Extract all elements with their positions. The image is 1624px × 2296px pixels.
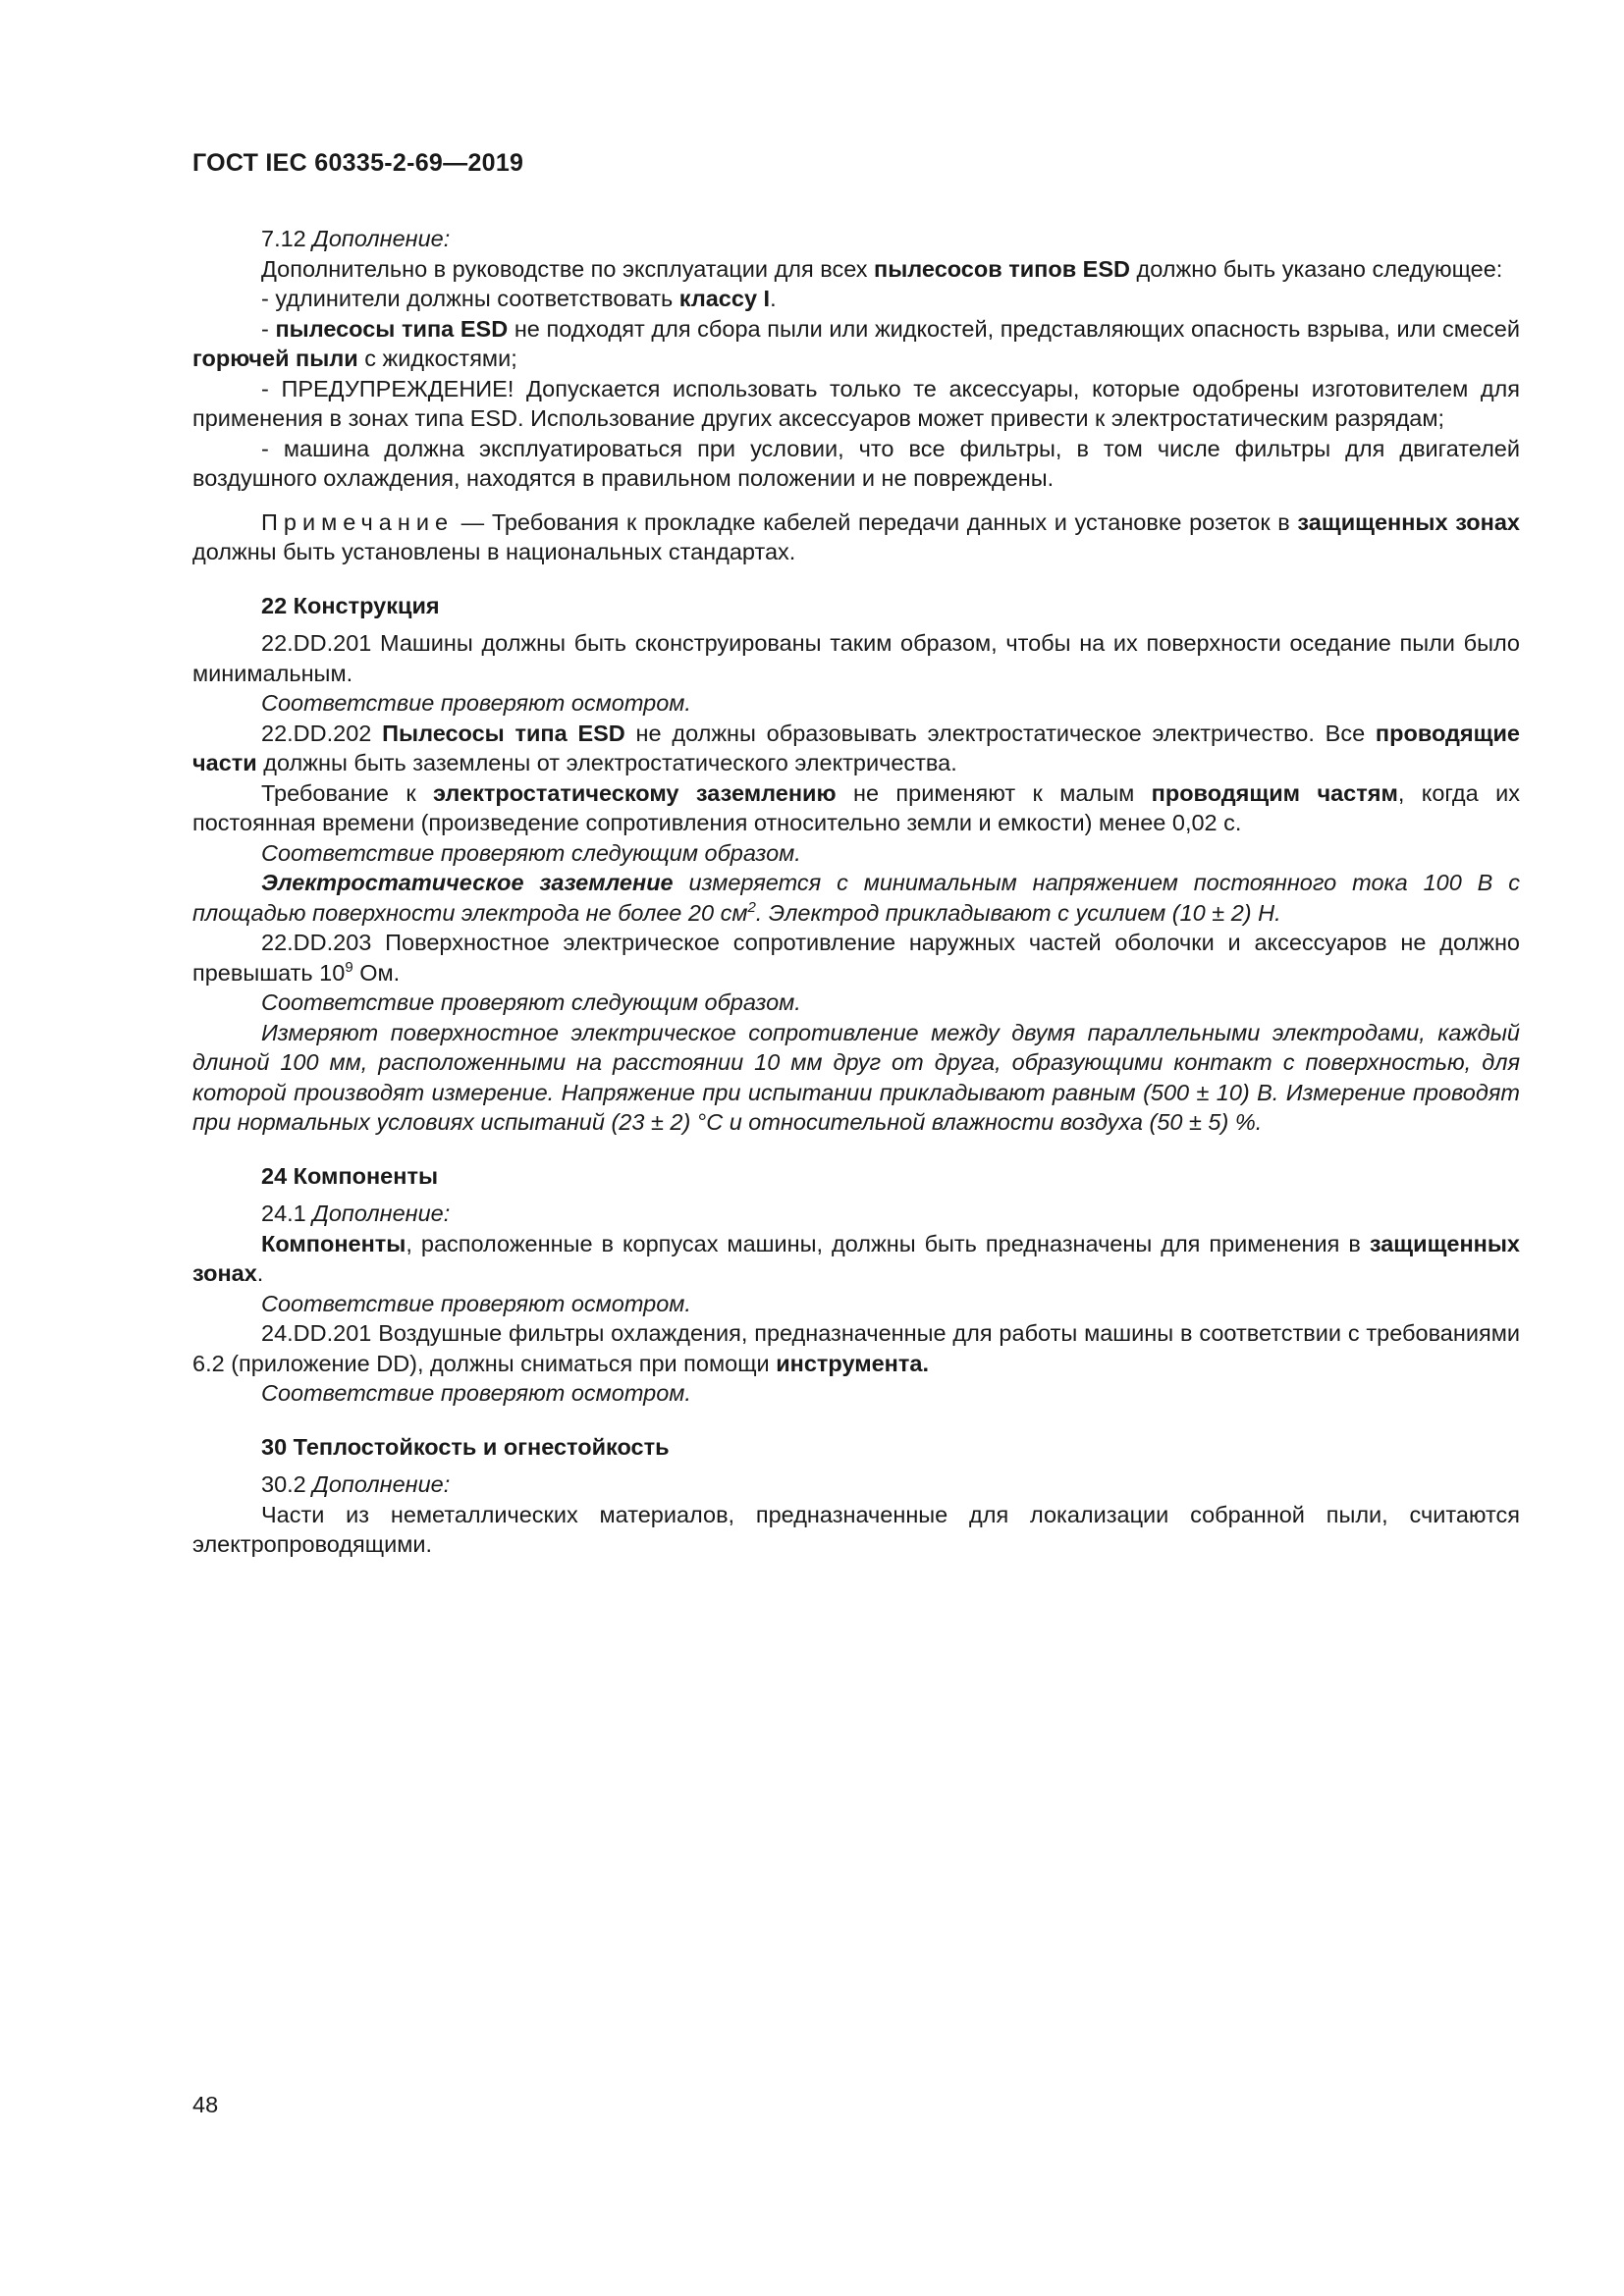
page-number: 48 — [192, 2092, 219, 2117]
paragraph-grounding-requirement: Требование к электростатическому заземлению не применяют к малым проводящим частям, когда их постоянная времени (произведение сопротивления относительно земли и емкости) менее 0,02 с. — [192, 779, 1520, 835]
list-item-esd-unsuitable: - пылесосы типа ESD не подходят для сбора пыли или жидкостей, представляющих опасность взрыва, или смесей горючей пыли с жидкостями; — [192, 315, 1520, 371]
list-item-extension-cords: - удлинители должны соответствовать классу I. — [261, 286, 777, 311]
compliance-following-2: Соответствие проверяют следующим образом. — [261, 989, 801, 1015]
clause-24-1: 24.1 Дополнение: — [261, 1201, 451, 1226]
document-body — [192, 224, 1520, 1560]
document-header: ГОСТ IEC 60335-2-69—2019 — [192, 149, 524, 177]
clause-22-dd-202: 22.DD.202 Пылесосы типа ESD не должны образовывать электростатическое электричество. Все проводящие части должны быть заземлены от электростатического электричества. — [192, 720, 1520, 775]
clause-30-2: 30.2 Дополнение: — [261, 1471, 451, 1497]
paragraph-electrostatic-grounding: Электростатическое заземление измеряется с минимальным напряжением постоянного тока 100 В с площадью поверхности электрода не более 20 $см^2$. Электрод прикладывают с усилием (10 ± 2) Н. — [192, 870, 1520, 926]
list-item-warning: - ПРЕДУПРЕЖДЕНИЕ! Допускается использовать только те аксессуары, которые одобрены изготовителем для применения в зонах типа ESD. Использование других аксессуаров может привести к электростатическим разрядам; — [192, 375, 1520, 431]
clause-7-12: 7.12 Дополнение: — [261, 226, 451, 251]
clause-22-dd-201: 22.DD.201 Машины должны быть сконструированы таким образом, чтобы на их поверхности оседание пыли было минимальным. — [192, 630, 1520, 686]
note-label: Примечание — [261, 508, 455, 535]
section-22-title: 22 Конструкция — [261, 592, 440, 618]
paragraph-nonmetallic-parts: Части из неметаллических материалов, предназначенные для локализации собранной пыли, считаются электропроводящими. — [192, 1501, 1520, 1557]
section-24-title: 24 Компоненты — [261, 1162, 439, 1189]
compliance-following-1: Соответствие проверяют следующим образом. — [261, 839, 801, 866]
clause-24-dd-201: 24.DD.201 Воздушные фильтры охлаждения, предназначенные для работы машины в соответствии с требованиями 6.2 (приложение DD), должны сниматься при помощи инструмента. — [192, 1320, 1520, 1376]
paragraph-esd-manual: Дополнительно в руководстве по эксплуатации для всех пылесосов типов ESD должно быть указано следующее: — [261, 255, 1503, 282]
list-item-filters: - машина должна эксплуатироваться при условии, что все фильтры, в том числе фильтры для двигателей воздушного охлаждения, находятся в правильном положении и не повреждены. — [192, 435, 1520, 491]
note: Примечание — Требования к прокладке кабелей передачи данных и установке розеток в защищенных зонах должны быть установлены в национальных стандартах. — [192, 508, 1520, 564]
section-30-title: 30 Теплостойкость и огнестойкость — [261, 1433, 670, 1460]
paragraph-components: Компоненты, расположенные в корпусах машины, должны быть предназначены для применения в защищенных зонах. — [192, 1230, 1520, 1286]
compliance-inspection-2: Соответствие проверяют осмотром. — [261, 1290, 691, 1316]
compliance-inspection-3: Соответствие проверяют осмотром. — [261, 1380, 691, 1406]
paragraph-surface-resistance-measurement: Измеряют поверхностное электрическое сопротивление между двумя параллельными электродами, каждый длиной 100 мм, расположенными на расстоянии 10 мм друг от друга, образующими контакт с поверхностью, для которой производят измерение. Напряжение при испытании прикладывают равным (500 ± 10) В. Измерение проводят при нормальных условиях испытаний (23 ± 2) °С и относительной влажности воздуха (50 ± 5) %. — [192, 1019, 1520, 1135]
clause-22-dd-203: 22.DD.203 Поверхностное электрическое сопротивление наружных частей оболочки и аксессуаров не должно превышать $10^9$ Ом. — [192, 930, 1520, 986]
compliance-inspection-1: Соответствие проверяют осмотром. — [261, 690, 691, 716]
